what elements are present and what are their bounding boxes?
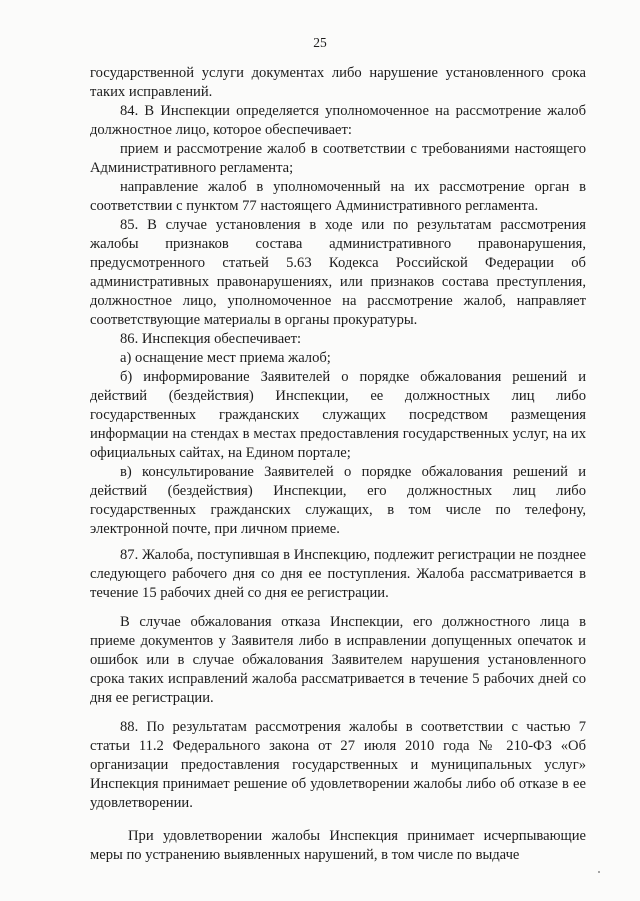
- paragraph-continuation: государственной услуги документах либо нарушение установленного срока таких исправлений.: [90, 65, 586, 100]
- paragraph-84-item-2: направление жалоб в уполномоченный на их рассмотрение орган в соответствии с пунктом 77 настоящего Административного регламента.: [90, 179, 586, 214]
- page-number: 25: [313, 35, 327, 50]
- paragraph-87-part-2: В случае обжалования отказа Инспекции, его должностного лица в приеме документов у Заявителя либо в исправлении допущенных опечаток и ошибок или в случае обжалования Заявителем нарушения установленного срока таких исправлений жалоба рассматривается в течение 5 рабочих дней со дня ее регистрации.: [90, 614, 586, 706]
- paragraph-88-part-2: При удовлетворении жалобы Инспекция принимает исчерпывающие меры по устранению выявленных нарушений, в том числе по выдаче: [90, 828, 586, 863]
- paragraph-86-item-a: а) оснащение мест приема жалоб;: [120, 350, 331, 366]
- paragraph-84-item-1: прием и рассмотрение жалоб в соответствии с требованиями настоящего Административного регламента;: [90, 141, 586, 176]
- paragraph-86-item-v: в) консультирование Заявителей о порядке обжалования решений и действий (бездействия) Инспекции, его должностных лиц либо государственных гражданских служащих, в том числе по телефону, электронной почте, при личном приеме.: [90, 464, 586, 537]
- paragraph-85: 85. В случае установления в ходе или по результатам рассмотрения жалобы признаков состава административного правонарушения, предусмотренного статьей 5.63 Кодекса Российской Федерации об административных правонарушениях, или признаков состава преступления, должностное лицо, уполномоченное на рассмотрение жалоб, направляет соответствующие материалы в органы прокуратуры.: [90, 217, 586, 328]
- paragraph-84: 84. В Инспекции определяется уполномоченное на рассмотрение жалоб должностное лицо, которое обеспечивает:: [90, 103, 586, 138]
- scan-speck: [598, 871, 600, 873]
- paragraph-86: 86. Инспекция обеспечивает:: [120, 331, 302, 347]
- paragraph-88: 88. По результатам рассмотрения жалобы в соответствии с частью 7 статьи 11.2 Федерального закона от 27 июля 2010 года № 210-ФЗ «Об организации предоставления государственных и муниципальных услуг» Инспекция принимает решение об удовлетворении жалобы либо об отказе в ее удовлетворении.: [90, 719, 586, 811]
- paragraph-86-item-b: б) информирование Заявителей о порядке обжалования решений и действий (бездействия) Инспекции, ее должностных лиц либо государственных гражданских служащих посредством размещения информации на стендах в местах предоставления государственных услуг, на их официальных сайтах, на Едином портале;: [90, 369, 586, 461]
- document-body: [90, 64, 586, 865]
- paragraph-87: 87. Жалоба, поступившая в Инспекцию, подлежит регистрации не позднее следующего рабочего дня со дня ее поступления. Жалоба рассматривается в течение 15 рабочих дней со дня ее регистрации.: [90, 547, 586, 601]
